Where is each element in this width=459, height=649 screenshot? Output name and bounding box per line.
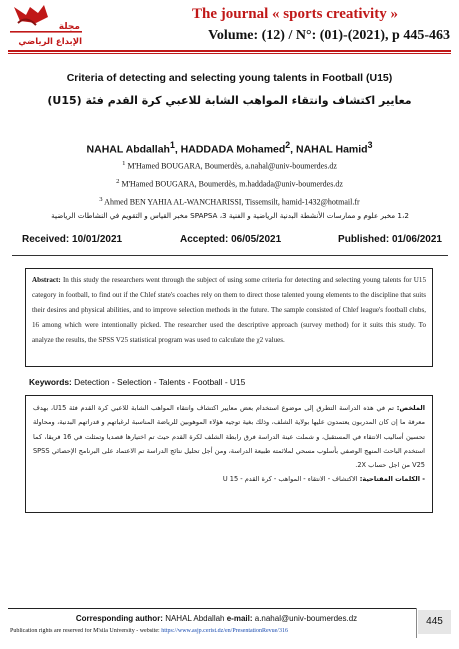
arabic-abstract-body: تم في هذه الدراسة التطرق إلى موضوع استخدام بعض معايير اكتشاف وانتقاء المواهب الشابة للاعبي كرة القدم فئة U15، بهدف معرفة ما إن كان المدربون يعتمدون عليها بولاية الشلف، وذلك بغية توجيه هؤلاء الموهوبين للرياضة المناسبة لرغباتهم و قدراتهم البدنية، ومحاولة تحسين أساليب الانتقاء في المستقبل، و شملت عينة الدراسة فرق رابطة الشلف لكرة القدم حيث تم اختيارها قصديا وتمثلت في 16 فريقا، كما استخدم الباحث المنهج الوصفي بأسلوب مسحي لملائمته طبيعة الدراسة، ومن أجل تحليل نتائج الدراسة تم الاعتماد على البرنامج الإحصائي SPSS V25 من اجل حساب 2X. [33,404,425,470]
page-footer [8,608,451,638]
rights-text: Publication rights are reserved for M'sila University - website: [10,628,162,634]
received-date: Received: 10/01/2021 [22,234,123,245]
affiliation-text: M'Hamed BOUGARA, Boumerdès, m.haddada@univ-boumerdes.dz [121,179,343,189]
section-divider [12,255,448,256]
abstract-box [25,268,433,367]
abstract-body: In this study the researchers went through the subject of using some criteria for detecting and selecting young talents for U15 category in football, to find out if the Chlef state's coaches rely on them to direct those talented young elements to the discipline that suits their desires and physical abilities, and to improve selection methods in the future. The sample consisted of Chlef league's football clubs, 16 among which were intentionally picked. The researcher used the descriptive approach (survey method) for it suits this study. To analyze the results, the SPSS V25 statistical program was used to calculate the χ2 values. [32,276,426,344]
affiliation-sup: 3 [99,196,103,203]
keywords-text: Detection - Selection - Talents - Football - U15 [71,377,246,387]
abstract-label: Abstract: [32,276,61,284]
publication-rights [10,628,415,634]
affiliation-arabic: 1،2 مخبر علوم و ممارسات الأنشطة البدنية الرياضية و الفنية SPAPSA ،3 مخبر القياس و التقويم في النشاطات الرياضية [51,211,409,220]
affiliation-text: M'Hamed BOUGARA, Boumerdès, a.nahal@univ-boumerdes.dz [127,161,337,171]
arabic-keywords-label: - الكلمات المفتاحية: [359,475,425,484]
affiliation-2 [0,178,459,189]
journal-logo [8,3,84,49]
affiliation-3 [0,196,459,207]
svg-text:مجلة: مجلة [58,22,80,32]
arabic-keywords [33,475,425,483]
header-rule [8,53,451,54]
arabic-keywords-text: الاكتشاف - الانتقاء - المواهب - كرة القدم - U 15 [222,475,360,484]
paper-title-ar: معايير اكتشاف وانتقاء المواهب الشابة للاعبي كرة القدم فئة (U15) [47,94,412,107]
arabic-abstract-text [33,401,425,472]
keywords-label: Keywords: [29,377,72,387]
author-separator: , [174,143,181,156]
corr-email-label: e-mail: [224,614,253,623]
affiliation-text: Ahmed BEN YAHIA AL-WANCHARISSI, Tissemsilt, hamid-1432@hotmail.fr [104,197,360,207]
keywords [29,377,429,387]
published-date: Published: 01/06/2021 [338,234,442,245]
footer-rule [8,608,416,609]
arabic-abstract-box [25,395,433,513]
affiliation-sup: 1 [122,160,126,167]
svg-text:الإبداع الرياضي: الإبداع الرياضي [18,37,82,47]
journal-header [0,0,459,62]
paper-title-en: Criteria of detecting and selecting young talents in Football (U15) [66,72,393,84]
author-sup: 1 [169,140,175,150]
author-name[interactable]: HADDADA Mohamed [180,143,286,156]
accepted-date: Accepted: 06/05/2021 [180,234,282,245]
arabic-abstract-label: الملخص: [396,404,425,412]
website-link[interactable]: https://www.asjp.cerist.dz/en/PresentationRevue/316 [161,628,288,634]
author-name[interactable]: NAHAL Abdallah [86,143,170,156]
corresponding-author [24,614,409,623]
journal-title: The journal « sports creativity » [192,6,398,22]
corr-label: Corresponding author: [75,614,163,623]
affiliation-sup: 2 [116,178,120,185]
corr-name: NAHAL Abdallah [162,614,225,623]
publication-dates [22,234,442,248]
author-list [0,140,459,156]
author-sup: 3 [367,140,373,150]
author-separator: , [290,143,297,156]
author-name[interactable]: NAHAL Hamid [296,143,368,156]
abstract-text [32,273,426,348]
footer-divider [416,608,417,638]
author-sup: 2 [285,140,291,150]
corr-email-link[interactable]: a.nahal@univ-boumerdes.dz [252,614,358,623]
page-number: 445 [418,610,451,634]
affiliation-1 [0,160,459,171]
header-rule [8,50,451,52]
volume-line: Volume: (12) / N°: (01)-(2021), p 445-463 [208,28,450,43]
